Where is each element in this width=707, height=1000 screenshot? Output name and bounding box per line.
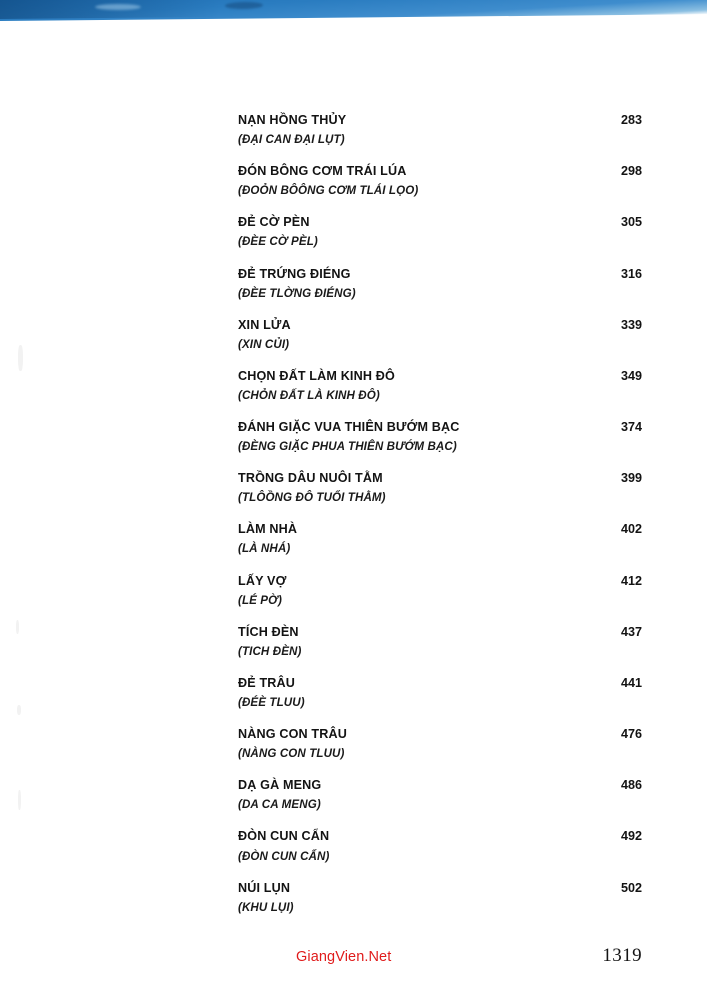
toc-entry-page-number: 492 <box>620 829 642 844</box>
toc-entry-title: ĐẺ TRỨNG ĐIÉNG <box>238 266 351 281</box>
toc-entry-page-number: 486 <box>620 778 642 793</box>
toc-entry-page-number: 283 <box>620 113 642 127</box>
toc-entry-title: NÀNG CON TRÂU <box>238 727 347 742</box>
toc-entry-titles <box>238 675 600 710</box>
scanned-book-edge <box>0 0 707 26</box>
toc-entry-page-number: 437 <box>620 624 642 639</box>
toc-entry[interactable] <box>238 163 642 198</box>
toc-entry-page-number: 339 <box>620 317 642 332</box>
page-footer <box>238 945 642 967</box>
toc-entry[interactable] <box>238 726 642 761</box>
toc-entry-subtitle: (KHU LỤI) <box>238 900 294 914</box>
toc-entry[interactable] <box>238 214 642 249</box>
toc-entry[interactable] <box>238 880 642 915</box>
toc-entry-titles <box>238 828 600 863</box>
page-number: 1319 <box>602 945 642 966</box>
toc-entry-titles <box>238 726 600 761</box>
toc-entry-title: ĐÒN CUN CẨN <box>238 829 330 844</box>
book-edge-band <box>0 0 707 21</box>
toc-entry-subtitle: (CHỎN ĐẤT LÀ KINH ĐÔ) <box>238 388 380 402</box>
toc-entry-titles <box>238 214 600 249</box>
scan-smudge <box>18 790 21 810</box>
toc-entry-subtitle: (DA CA MENG) <box>238 798 321 812</box>
toc-entry-titles <box>238 470 600 505</box>
toc-entry-subtitle: (TLÔỒNG ĐÔ TUỔI THẰM) <box>238 491 386 505</box>
toc-entry-subtitle: (ĐÈE CỜ PÈL) <box>238 235 318 249</box>
toc-entry-subtitle: (LÀ NHÁ) <box>238 542 291 556</box>
toc-entry-subtitle: (ĐÒN CUN CẨN) <box>238 849 330 863</box>
toc-entry-titles <box>238 624 600 659</box>
toc-entry-page-number: 399 <box>620 471 642 486</box>
book-edge-shadow <box>0 0 294 19</box>
toc-entry[interactable] <box>238 266 642 301</box>
toc-entry-page-number: 402 <box>620 522 642 537</box>
toc-entry-page-number: 441 <box>620 675 642 690</box>
watermark-giangvien-net: GiangVien.Net <box>296 949 392 965</box>
toc-entry-titles <box>238 777 600 812</box>
toc-entry-subtitle: (XIN CỦI) <box>238 337 290 351</box>
toc-entry-subtitle: (ĐẠI CAN ĐẠI LỤT) <box>238 133 345 147</box>
toc-entry-title: LẤY VỢ <box>238 573 287 588</box>
toc-entry-page-number: 412 <box>620 573 642 588</box>
scan-smudge <box>17 705 21 715</box>
toc-entry-title: ĐẺ TRÂU <box>238 675 296 690</box>
toc-entry-titles <box>238 317 600 352</box>
toc-entry-subtitle: (ĐOỎN BÔÔNG CƠM TLÁI LỌO) <box>238 184 419 198</box>
toc-entry[interactable] <box>238 112 642 147</box>
toc-entry-subtitle: (ĐÈNG GIẶC PHUA THIÊN BƯỚM BẠC) <box>238 440 457 454</box>
toc-entry-title: ĐẺ CỜ PÈN <box>238 215 310 230</box>
toc-entry-titles <box>238 163 600 198</box>
toc-entry-page-number: 502 <box>620 880 642 895</box>
toc-entry[interactable] <box>238 317 642 352</box>
toc-entry[interactable] <box>238 419 642 454</box>
toc-entry[interactable] <box>238 573 642 608</box>
book-edge-highlight <box>95 4 141 10</box>
toc-entry-titles <box>238 419 600 454</box>
toc-entry-page-number: 298 <box>620 164 642 179</box>
toc-entry-title: CHỌN ĐẤT LÀM KINH ĐÔ <box>238 368 395 383</box>
toc-entry-page-number: 349 <box>620 368 642 383</box>
toc-entry-titles <box>238 112 600 147</box>
toc-entry-subtitle: (NÀNG CON TLUU) <box>238 747 345 761</box>
toc-entry-title: LÀM NHÀ <box>238 522 298 537</box>
scan-smudge <box>18 345 23 371</box>
toc-entry-subtitle: (ĐÉÈ TLUU) <box>238 696 305 709</box>
toc-entry[interactable] <box>238 828 642 863</box>
toc-entry[interactable] <box>238 368 642 403</box>
toc-entry-title: TRỒNG DÂU NUÔI TẰM <box>238 471 383 486</box>
toc-entry[interactable] <box>238 675 642 710</box>
toc-entry-title: TÍCH ĐÈN <box>238 624 299 639</box>
toc-entry-titles <box>238 266 600 301</box>
toc-entry[interactable] <box>238 777 642 812</box>
scan-smudge <box>16 620 19 634</box>
toc-entry-title: ĐÓN BÔNG CƠM TRÁI LÚA <box>238 164 407 179</box>
toc-entry[interactable] <box>238 470 642 505</box>
toc-entry[interactable] <box>238 521 642 556</box>
toc-entry-title: NÚI LỤN <box>238 880 291 895</box>
toc-entry-titles <box>238 368 600 403</box>
toc-entry-title: ĐÁNH GIẶC VUA THIÊN BƯỚM BẠC <box>238 420 460 435</box>
toc-entry-subtitle: (ĐÈE TLỜNG ĐIÉNG) <box>238 286 356 300</box>
toc-entry-subtitle: (TICH ĐÈN) <box>238 644 302 658</box>
toc-entry-title: NẠN HỒNG THỦY <box>238 113 347 127</box>
book-edge-blemish <box>225 2 263 10</box>
toc-entry[interactable] <box>238 624 642 659</box>
toc-entry-subtitle: (LÉ PỜ) <box>238 593 282 607</box>
toc-entry-title: XIN LỬA <box>238 317 291 332</box>
toc-entry-titles <box>238 573 600 608</box>
toc-entry-page-number: 374 <box>620 420 642 435</box>
toc-entry-titles <box>238 521 600 556</box>
toc-entry-titles <box>238 880 600 915</box>
table-of-contents <box>238 112 642 931</box>
toc-entry-page-number: 316 <box>620 266 642 281</box>
toc-entry-title: DẠ GÀ MENG <box>238 778 322 793</box>
toc-entry-page-number: 476 <box>620 727 642 742</box>
toc-entry-page-number: 305 <box>620 215 642 230</box>
